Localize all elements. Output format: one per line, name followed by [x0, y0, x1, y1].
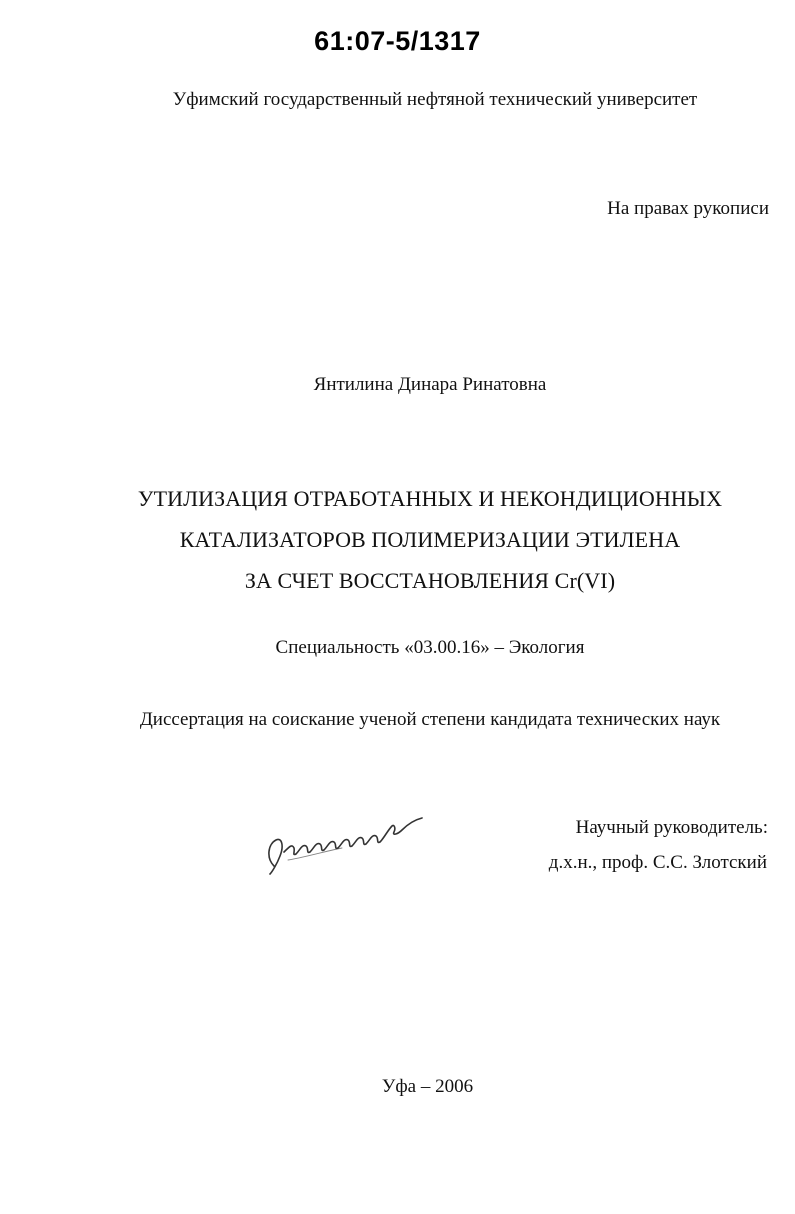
- university-name: Уфимский государственный нефтяной технический университет: [172, 89, 698, 110]
- signature-icon: [262, 800, 432, 880]
- title-line-3: ЗА СЧЕТ ВОССТАНОВЛЕНИЯ Cr(VI): [244, 568, 616, 593]
- manuscript-rights-note: На правах рукописи: [607, 198, 769, 219]
- supervisor-label: Научный руководитель:: [575, 817, 768, 838]
- degree-statement: Диссертация на соискание ученой степени кандидата технических наук: [139, 709, 721, 730]
- specialty-line: Специальность «03.00.16» – Экология: [275, 637, 585, 658]
- supervisor-name: д.х.н., проф. С.С. Злотский: [548, 852, 767, 873]
- catalog-number: 61:07-5/1317: [314, 26, 481, 56]
- title-line-2: КАТАЛИЗАТОРОВ ПОЛИМЕРИЗАЦИИ ЭТИЛЕНА: [179, 527, 681, 552]
- dissertation-title: [0, 478, 795, 601]
- title-line-1: УТИЛИЗАЦИЯ ОТРАБОТАННЫХ И НЕКОНДИЦИОННЫХ: [137, 486, 723, 511]
- author-name: Янтилина Динара Ринатовна: [313, 374, 547, 395]
- city-year: Уфа – 2006: [381, 1076, 474, 1097]
